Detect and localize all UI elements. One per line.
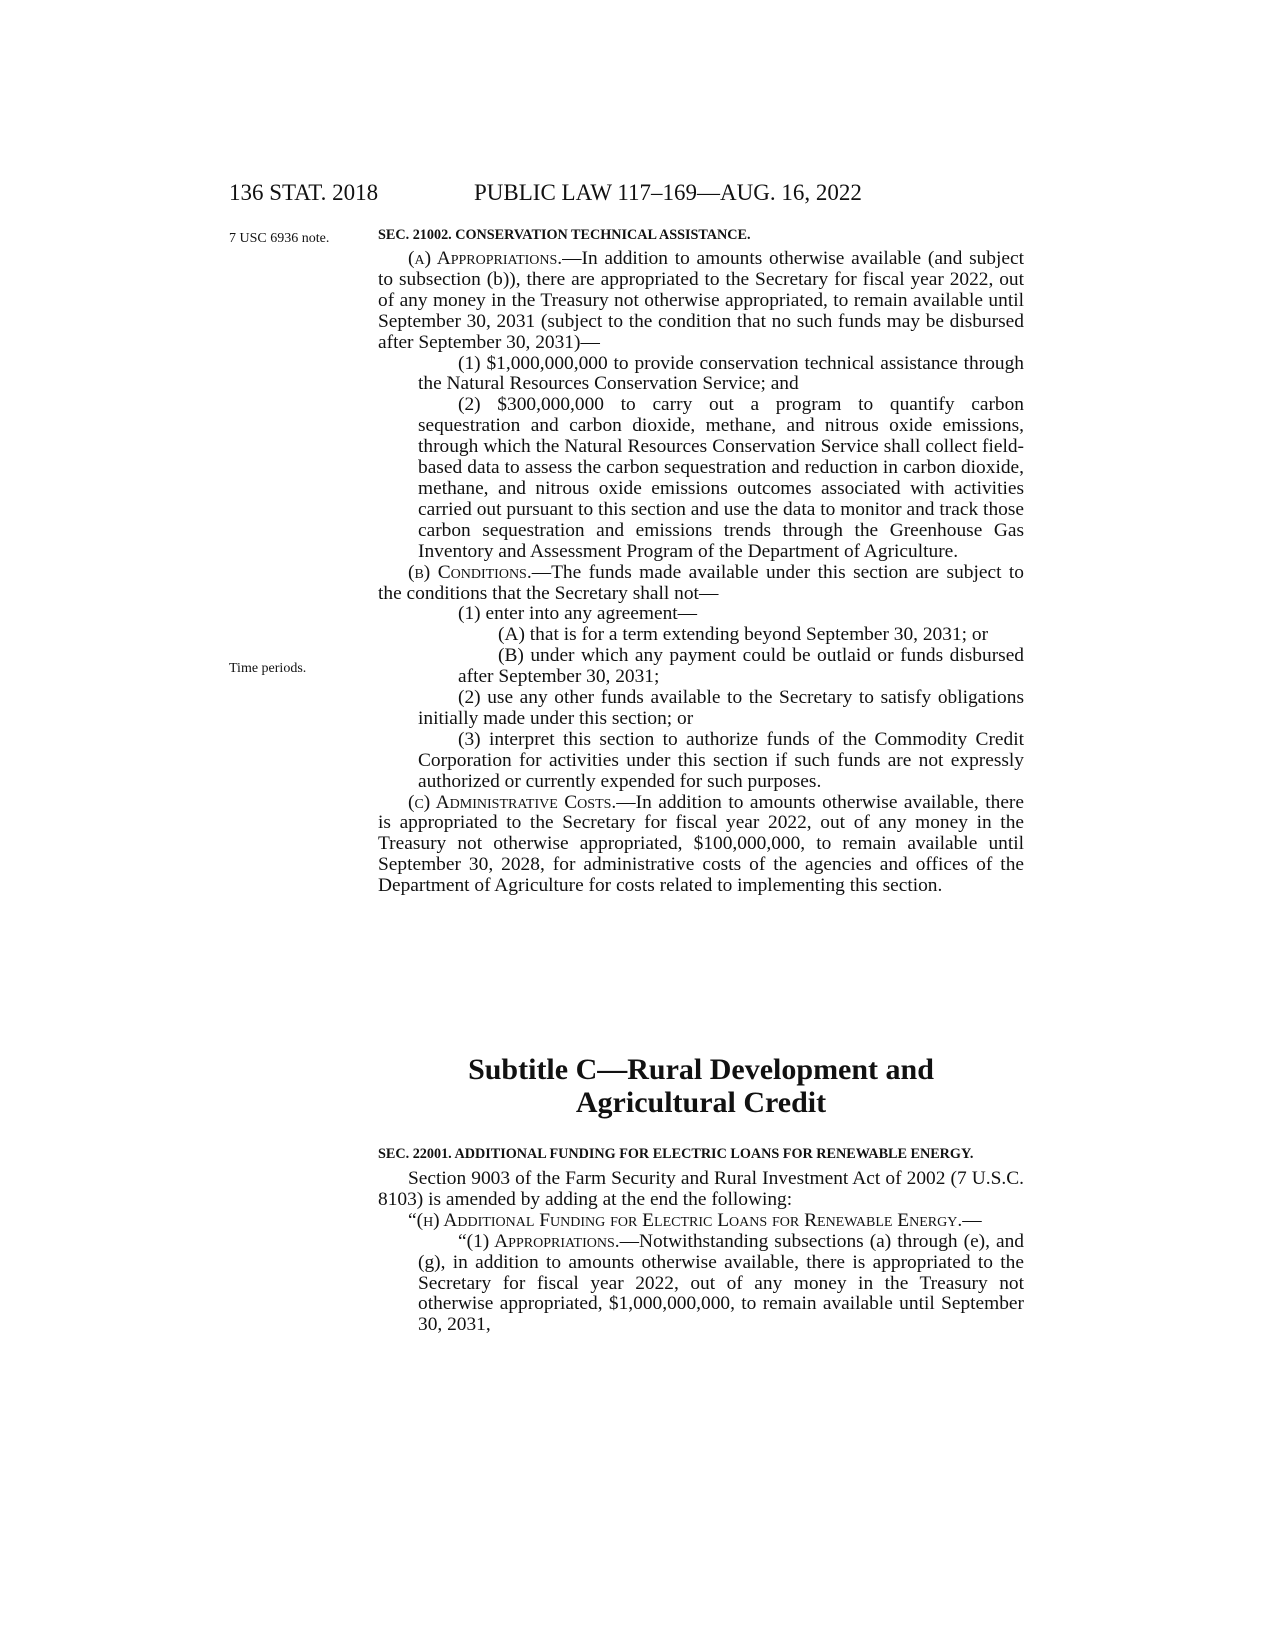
section-22001 xyxy=(378,1144,1024,1336)
paragraph-a1: (1) $1,000,000,000 to provide conservation technical assistance through the Natural Resources Conservation Service; and xyxy=(418,352,1024,395)
paragraph-b1: (1) enter into any agreement— xyxy=(458,603,698,625)
subsection-label: (a) Appropriations. xyxy=(408,248,563,269)
subtitle-line-1: Subtitle C—Rural Development and xyxy=(468,1053,934,1086)
public-law-title: PUBLIC LAW 117–169—AUG. 16, 2022 xyxy=(474,180,862,205)
paragraph-h1 xyxy=(378,1232,1024,1337)
subsection-c xyxy=(378,793,1024,898)
paragraph-label: “(1) Appropriations. xyxy=(458,1230,620,1252)
subsection-text: —In addition to amounts otherwise available (and subject to subsection (b)), there are appropriated to the Secretary for fiscal year 2022, out of any money in the Treasury not otherwise appropriated, to remain available until September 30, 2031 (subject to the condition that no such funds may be disbursed after September 30, 2031)— xyxy=(378,248,1024,353)
section-21002 xyxy=(378,225,1024,897)
subsection-text: —The funds made available under this section are subject to the conditions that the Secretary shall not— xyxy=(378,561,1024,604)
section-intro: Section 9003 of the Farm Security and Rural Investment Act of 2002 (7 U.S.C. 8103) is amended by adding at the end the following: xyxy=(378,1168,1024,1210)
statute-page-number: 136 STAT. 2018 xyxy=(229,180,379,205)
subsection-b xyxy=(378,563,1024,605)
margin-note-time-periods: Time periods. xyxy=(229,661,307,676)
subsection-label: (c) Administrative Costs. xyxy=(408,791,617,813)
subtitle-heading xyxy=(378,1053,1024,1119)
subsection-h xyxy=(378,1211,1024,1232)
section-heading: SEC. 22001. ADDITIONAL FUNDING FOR ELECTRIC LOANS FOR RENEWABLE ENERGY. xyxy=(378,1146,974,1162)
subsection-label: “(h) Additional Funding for Electric Loans for Renewable Energy. xyxy=(408,1209,963,1231)
subparagraph-b1b: (B) under which any payment could be outlaid or funds disbursed after September 30, 2031; xyxy=(458,645,1024,688)
margin-note-usc: 7 USC 6936 note. xyxy=(229,231,330,246)
subtitle-line-2: Agricultural Credit xyxy=(575,1086,827,1119)
paragraph-b3: (3) interpret this section to authorize funds of the Commodity Credit Corporation for activities under this section if such funds are not expressly authorized or currently expended for such purposes. xyxy=(418,728,1024,792)
subsection-label: (b) Conditions. xyxy=(408,561,532,583)
subsection-a xyxy=(378,249,1024,354)
paragraph-b2: (2) use any other funds available to the Secretary to satisfy obligations initially made under this section; or xyxy=(418,687,1024,729)
subsection-text: —In addition to amounts otherwise available, there is appropriated to the Secretary for fiscal year 2022, out of any money in the Treasury not otherwise appropriated, $100,000,000, to remain available until September 30, 2028, for administrative costs of the agencies and offices of the Department of Agriculture for costs related to implementing this section. xyxy=(378,791,1024,897)
subparagraph-b1a: (A) that is for a term extending beyond September 30, 2031; or xyxy=(498,624,989,646)
paragraph-a2: (2) $300,000,000 to carry out a program to quantify carbon sequestration and carbon dioxide, methane, and nitrous oxide emissions, through which the Natural Resources Conservation Service shall collect field-based data to assess the carbon sequestration and reduction in carbon dioxide, methane, and nitrous oxide emissions outcomes associated with activities carried out pursuant to this section and use the data to monitor and track those carbon sequestration and emissions trends through the Greenhouse Gas Inventory and Assessment Program of the Department of Agriculture. xyxy=(418,394,1024,562)
subsection-dash: — xyxy=(962,1209,982,1231)
section-heading: SEC. 21002. CONSERVATION TECHNICAL ASSISTANCE. xyxy=(378,227,751,243)
paragraph-text: —Notwithstanding subsections (a) through (e), and (g), in addition to amounts otherwise available, there is appropriated to the Secretary for fiscal year 2022, out of any money in the Treasury not otherwise appropriated, $1,000,000,000, to remain available until September 30, 2031, xyxy=(418,1230,1024,1336)
